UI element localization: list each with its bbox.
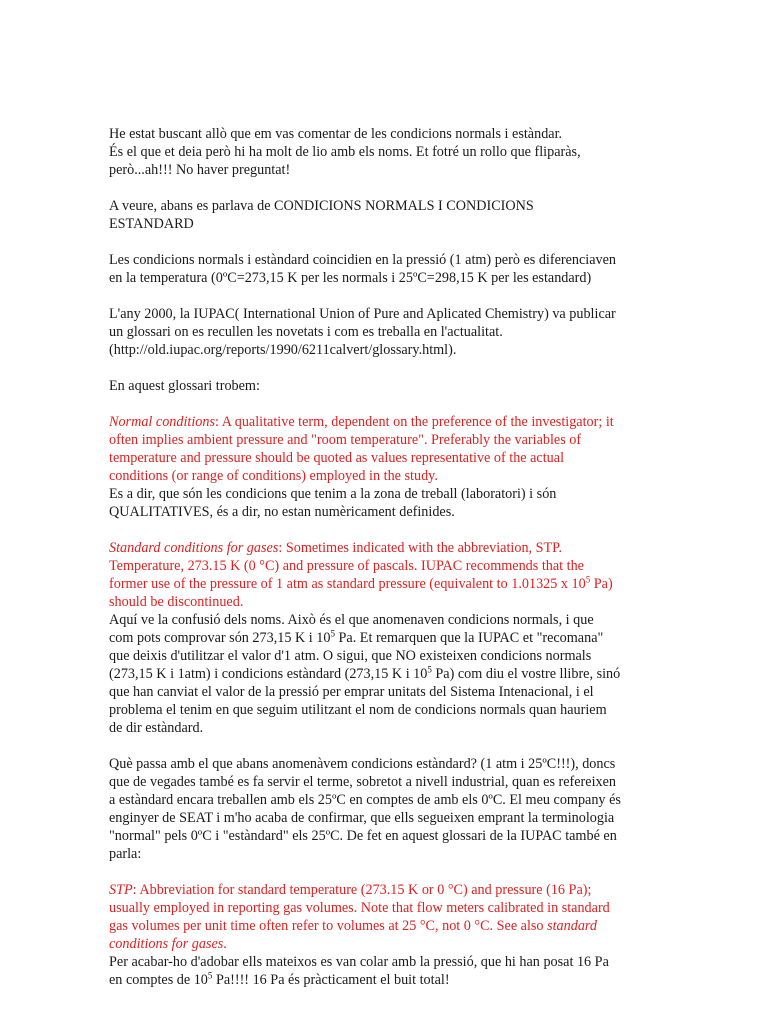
text-fragment: Pa) <box>590 576 613 592</box>
text-line: que han canviat el valor de la pressió per emprar unitats del Sistema Intenacional, i el <box>109 684 594 700</box>
text-line: He estat buscant allò que em vas comentar de les condicions normals i estàndar. <box>109 126 563 142</box>
document-body <box>109 125 669 989</box>
iupac-paragraph <box>109 305 669 359</box>
stp-definition <box>109 881 669 953</box>
superscript: 5 <box>585 574 591 585</box>
text-line <box>109 575 669 593</box>
text-line: que deixis d'utilitzar el valor d'1 atm. O sigui, que NO existeixen condicions normals <box>109 648 592 664</box>
text-line: a estàndard encara treballen amb els 25ºC en comptes de amb els 0ºC. El meu company és <box>109 792 621 808</box>
text-line: Per acabar-ho d'adobar ells mateixos es van colar amb la pressió, que hi han posat 16 Pa <box>109 954 609 970</box>
text-fragment: : Abbreviation for standard temperature (273.15 K or 0 °C) and pressure (16 Pa); <box>132 882 592 898</box>
text-line: temperature and pressure should be quoted as values representative of the actual <box>109 450 565 466</box>
text-line <box>109 881 669 899</box>
text-line: L'any 2000, la IUPAC( International Union of Pure and Aplicated Chemistry) va publicar <box>109 306 616 322</box>
text-line <box>109 413 669 431</box>
text-line: conditions (or range of conditions) employed in the study. <box>109 468 438 484</box>
text-line: Què passa amb el que abans anomenàvem condicions estàndard? (1 atm i 25ºC!!!), doncs <box>109 756 616 772</box>
text-fragment: . <box>223 936 227 952</box>
normal-conditions-comment <box>109 485 669 521</box>
text-line: Les condicions normals i estàndard coincidien en la pressió (1 atm) però es diferenciaven <box>109 252 617 268</box>
text-line: ESTANDARD <box>109 216 194 232</box>
history-paragraph <box>109 197 669 233</box>
definition-term: Standard conditions for gases <box>109 540 279 556</box>
text-line: Aquí ve la confusió dels noms. Això és el que anomenaven condicions normals, i que <box>109 612 594 628</box>
definition-term: STP <box>109 882 133 898</box>
text-line: A veure, abans es parlava de CONDICIONS NORMALS I CONDICIONS <box>109 198 534 214</box>
text-fragment: : Sometimes indicated with the abbreviation, STP. <box>278 540 563 556</box>
text-line: should be discontinued. <box>109 594 244 610</box>
industry-paragraph <box>109 755 669 863</box>
text-line <box>109 917 669 935</box>
text-line: però...ah!!! No haver preguntat! <box>109 162 291 178</box>
standard-conditions-definition <box>109 539 669 611</box>
text-fragment: : A qualitative term, dependent on the preference of the investigator; it <box>215 414 614 430</box>
text-fragment: Pa) com diu el vostre llibre, sinó <box>431 666 621 682</box>
text-line: Es a dir, que són les condicions que tenim a la zona de treball (laboratori) i són <box>109 486 557 502</box>
text-line <box>109 935 669 953</box>
coincidence-paragraph <box>109 251 669 287</box>
text-line: problema el tenim en que seguim utilitzant el nom de condicions normals quan hauriem <box>109 702 607 718</box>
text-line: en la temperatura (0ºC=273,15 K per les normals i 25ºC=298,15 K per les estandard) <box>109 270 592 286</box>
text-fragment: en comptes de 10 <box>109 972 208 988</box>
cross-reference: conditions for gases <box>109 936 224 952</box>
text-line: un glossari on es recullen les novetats i com es treballa en l'actualitat. <box>109 324 503 340</box>
text-line: "normal" pels 0ºC i "estàndard" els 25ºC. De fet en aquest glossari de la IUPAC també en <box>109 828 617 844</box>
text-line <box>109 665 669 683</box>
text-line <box>109 971 669 989</box>
superscript: 5 <box>207 970 213 981</box>
text-fragment: Pa. Et remarquen que la IUPAC et "recomana" <box>334 630 604 646</box>
text-line: parla: <box>109 846 142 862</box>
text-line: Temperature, 273.15 K (0 °C) and pressure of pascals. IUPAC recommends that the <box>109 558 584 574</box>
text-line: QUALITATIVES, és a dir, no estan numèricament definides. <box>109 504 455 520</box>
normal-conditions-definition <box>109 413 669 485</box>
final-comment <box>109 953 669 989</box>
text-line: (http://old.iupac.org/reports/1990/6211calvert/glossary.html). <box>109 342 457 358</box>
text-line <box>109 539 669 557</box>
text-line: usually employed in reporting gas volumes. Note that flow meters calibrated in standard <box>109 900 610 916</box>
definition-term: Normal conditions <box>109 414 216 430</box>
text-line: often implies ambient pressure and "room temperature". Preferably the variables of <box>109 432 582 448</box>
text-line: que de vegades també es fa servir el terme, sobretot a nivell industrial, quan es refereixen <box>109 774 617 790</box>
text-line: És el que et deia però hi ha molt de lio amb els noms. Et fotré un rollo que fliparàs, <box>109 144 581 160</box>
text-line <box>109 629 669 647</box>
text-fragment: former use of the pressure of 1 atm as standard pressure (equivalent to 1.01325 x 10 <box>109 576 586 592</box>
text-fragment: com pots comprovar són 273,15 K i 10 <box>109 630 331 646</box>
superscript: 5 <box>427 664 432 675</box>
superscript: 5 <box>330 628 335 639</box>
text-line: enginyer de SEAT i m'ho acaba de confirmar, que ells segueixen emprant la terminologia <box>109 810 615 826</box>
intro-paragraph <box>109 125 669 179</box>
text-fragment: gas volumes per unit time often refer to volumes at 25 °C, not 0 °C. See also <box>109 918 548 934</box>
text-line: de dir estàndard. <box>109 720 204 736</box>
standard-conditions-comment <box>109 611 669 737</box>
glossary-intro: En aquest glossari trobem: <box>109 378 260 394</box>
cross-reference: standard <box>547 918 598 934</box>
text-fragment: Pa!!!! 16 Pa és pràcticament el buit total! <box>212 972 450 988</box>
text-fragment: (273,15 K i 1atm) i condicions estàndard (273,15 K i 10 <box>109 666 428 682</box>
